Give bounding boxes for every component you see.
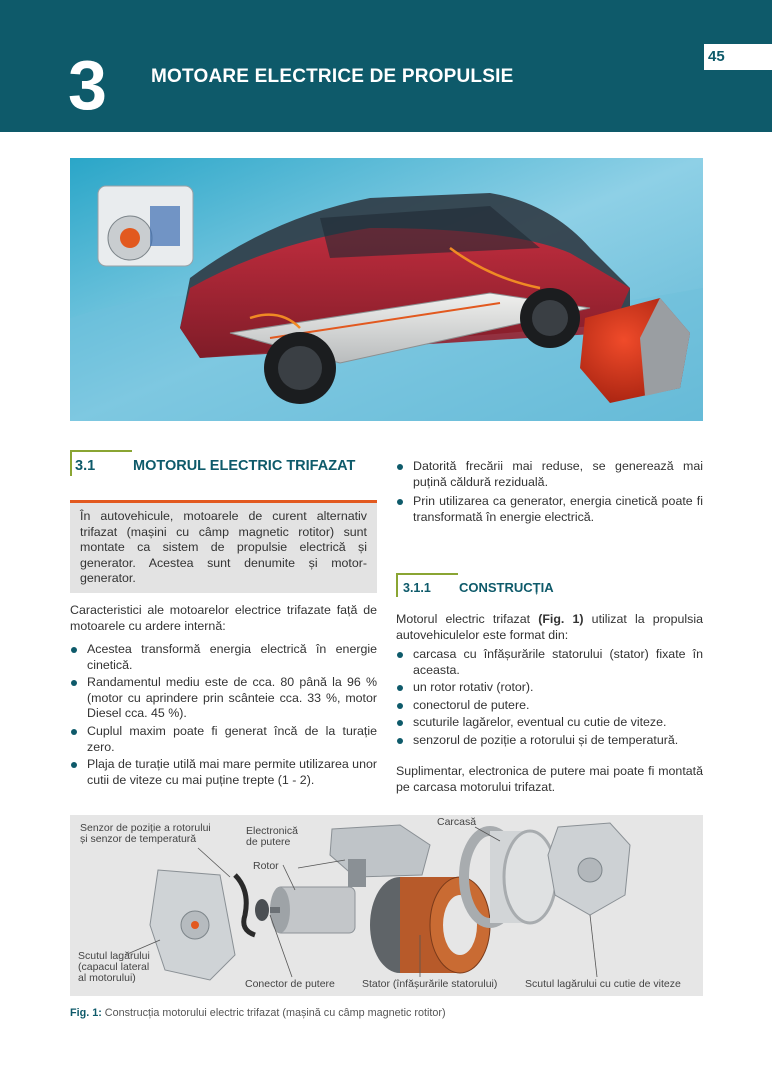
list-item: Datorită frecării mai reduse, se generează mai puțină căldură reziduală.: [396, 459, 703, 490]
label-sensor: [80, 823, 211, 845]
subsection-number: 3.1.1: [403, 581, 431, 595]
label-bearing-shield: [78, 951, 150, 984]
subsection-heading-accent-horizontal: [396, 573, 458, 575]
label-rotor: Rotor: [253, 860, 279, 872]
label-bearing-shield-line-1: Scutul lagărului: [78, 950, 150, 962]
label-power-electronics-line-1: Electronică: [246, 825, 298, 837]
chapter-number: 3: [68, 46, 107, 124]
list-item: Acestea transformă energia electrică în energie cinetică.: [70, 642, 377, 673]
intro-box: În autovehicule, motoarele de curent alternativ trifazat (mașini cu câmp magnetic rotitor) sunt montate ca sistem de propulsie electrică și generator. Acestea sunt denumite și motor-generator.: [70, 500, 377, 593]
figure-exploded-motor: [70, 815, 703, 996]
figure-caption-ref: Fig. 1:: [70, 1007, 102, 1019]
list-item: un rotor rotativ (rotor).: [396, 680, 703, 696]
construction-closing: Suplimentar, electronica de putere mai poate fi montată pe carcasa motorului trifazat.: [396, 764, 703, 794]
section-title: MOTORUL ELECTRIC TRIFAZAT: [133, 458, 356, 474]
subsection-heading-accent-vertical: [396, 573, 398, 597]
label-bearing-shield-line-2: (capacul lateral: [78, 961, 150, 973]
list-item: Cuplul maxim poate fi generat încă de la turație zero.: [70, 724, 377, 755]
list-item: Randamentul mediu este de cca. 80 până la 96 % (motor cu aprindere prin scânteie cca. 33 %, motor Diesel cca. 45 %).: [70, 675, 377, 722]
list-item: senzorul de poziție a rotorului și de temperatură.: [396, 733, 703, 749]
figure-caption: [70, 1007, 446, 1019]
page-number: 45: [704, 44, 772, 70]
list-item: Plaja de turație utilă mai mare permite utilizarea unor cutii de viteze cu mai puține trepte (1 - 2).: [70, 757, 377, 788]
electric-car-cutaway-image: [70, 158, 703, 421]
list-item: conectorul de putere.: [396, 698, 703, 714]
list-item: scuturile lagărelor, eventual cu cutie de viteze.: [396, 715, 703, 731]
section-number: 3.1: [75, 458, 96, 474]
chapter-title: MOTOARE ELECTRICE DE PROPULSIE: [151, 66, 514, 87]
figure-reference: (Fig. 1): [538, 612, 584, 626]
label-power-electronics: [246, 826, 298, 848]
construction-list: [396, 647, 703, 749]
section-heading-accent-horizontal: [70, 450, 132, 452]
label-housing: Carcasă: [437, 816, 477, 828]
construction-lead-text: Motorul electric trifazat: [396, 612, 539, 626]
label-sensor-line-1: Senzor de poziție a rotorului: [80, 822, 211, 834]
section-heading: [70, 450, 370, 476]
list-item: carcasa cu înfășurările statorului (stator) fixate în aceasta.: [396, 647, 703, 678]
hero-illustration: [70, 158, 703, 421]
label-power-connector: Conector de putere: [245, 978, 335, 990]
list-item: Prin utilizarea ca generator, energia cinetică poate fi transformată în energie electrică.: [396, 494, 703, 525]
construction-lead-text-end: utilizat la propulsia autovehiculelor este format din:: [396, 612, 704, 642]
figure-caption-text: Construcția motorului electric trifazat (mașină cu câmp magnetic rotitor): [101, 1007, 446, 1019]
label-sensor-line-2: și senzor de temperatură: [80, 833, 197, 845]
chapter-header: [0, 0, 772, 132]
label-stator: Stator (înfășurările statorului): [362, 978, 498, 990]
subsection-heading: [396, 573, 696, 597]
label-bearing-shield-line-3: al motorului): [78, 972, 136, 984]
label-power-electronics-line-2: de putere: [246, 836, 291, 848]
subsection-title: CONSTRUCȚIA: [459, 580, 554, 595]
label-gearbox-shield: Scutul lagărului cu cutie de viteze: [525, 978, 681, 990]
right-bullets: [396, 459, 703, 525]
features-lead: Caracteristici ale motoarelor electrice trifazate față de motoarele cu ardere internă:: [70, 603, 377, 633]
features-list: [70, 642, 377, 788]
section-heading-accent-vertical: [70, 450, 72, 476]
construction-lead: [396, 612, 703, 643]
